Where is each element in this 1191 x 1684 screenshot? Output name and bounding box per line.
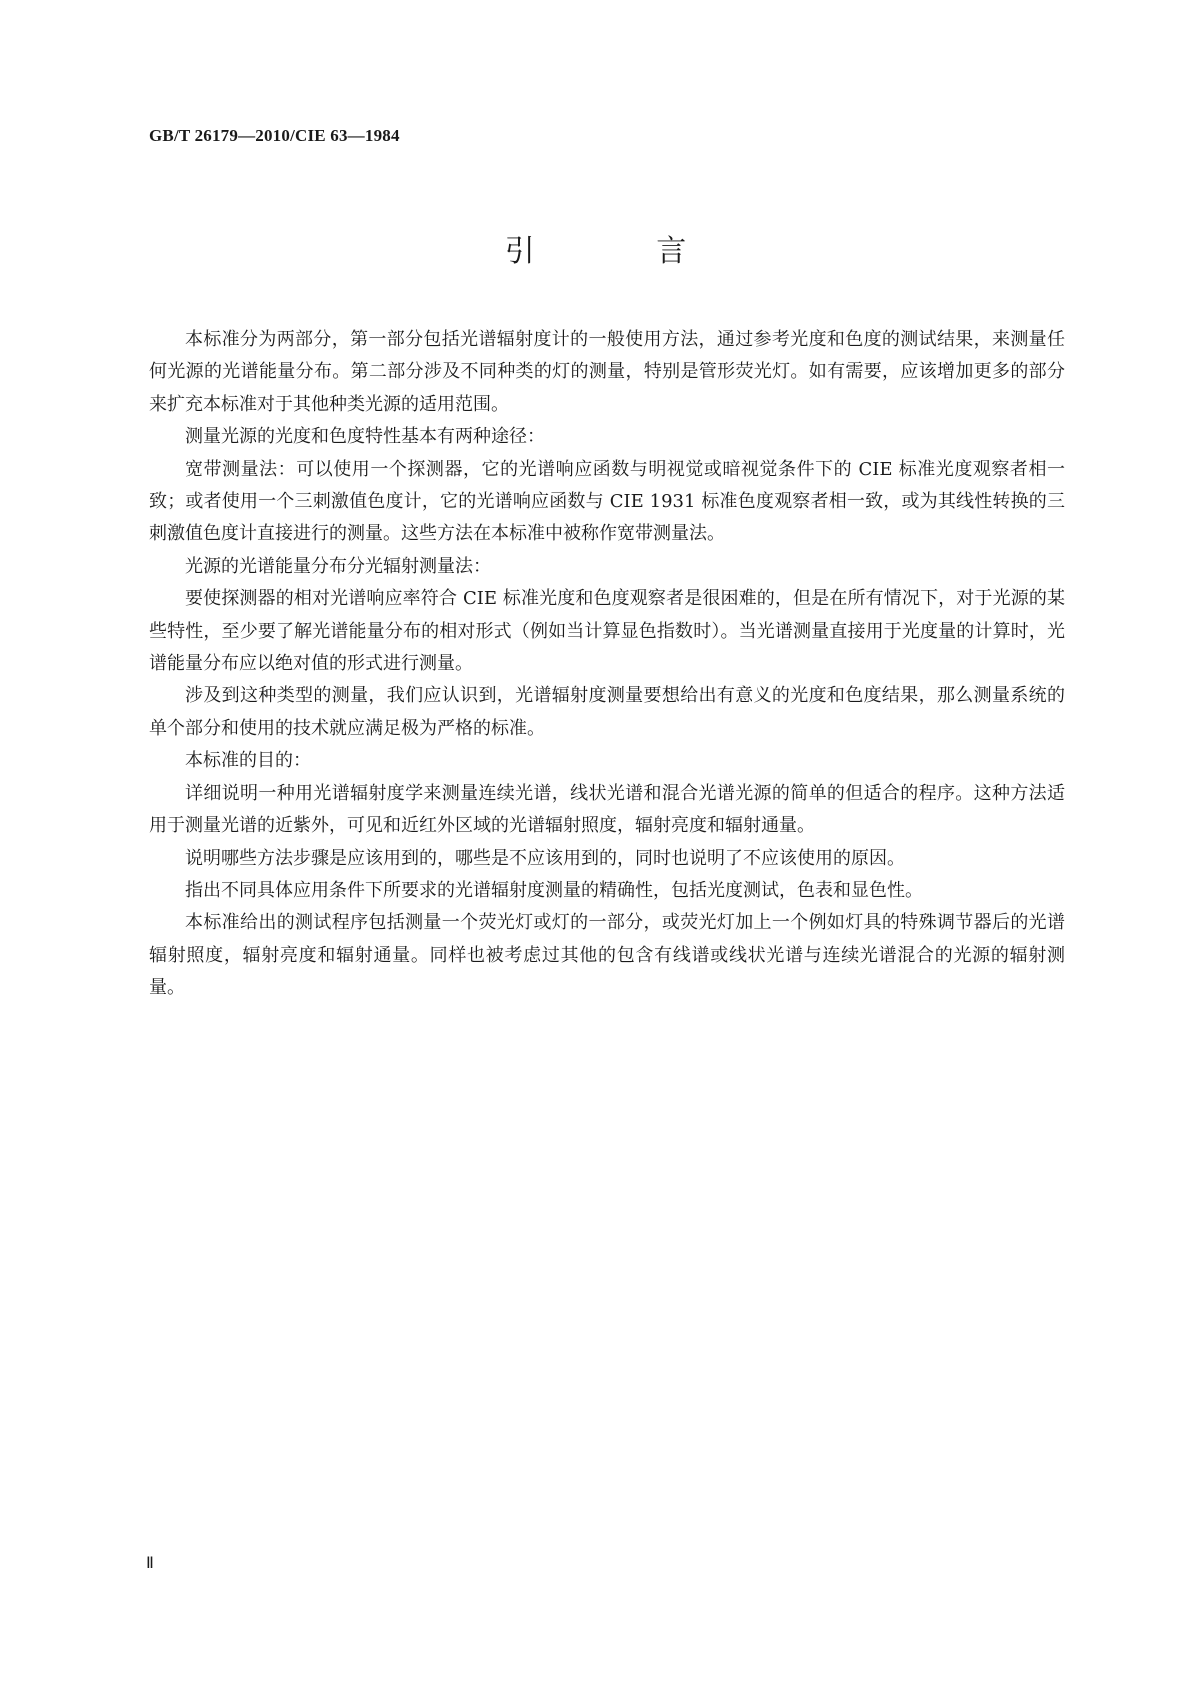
paragraph-purpose-steps: 说明哪些方法步骤是应该用到的，哪些是不应该用到的，同时也说明了不应该使用的原因。 (185, 847, 905, 869)
standard-code: GB/T 26179—2010/CIE 63—1984 (149, 126, 400, 145)
paragraph-strict-criteria: 涉及到这种类型的测量，我们应认识到，光谱辐射度测量要想给出有意义的光度和色度结果，那么测量系统的单个部分和使用的技术就应满足极为严格的标准。 (149, 685, 1065, 739)
paragraph-purpose-procedure: 详细说明一种用光谱辐射度学来测量连续光谱，线状光谱和混合光谱光源的简单的但适合的程序。这种方法适用于测量光谱的近紫外，可见和近红外区域的光谱辐射照度，辐射亮度和辐射通量。 (149, 782, 1065, 837)
paragraph-spectroradiometric-heading: 光源的光谱能量分布分光辐射测量法： (185, 555, 491, 577)
paragraph-purpose-accuracy: 指出不同具体应用条件下所要求的光谱辐射度测量的精确性，包括光度测试，色表和显色性。 (185, 879, 923, 901)
paragraph-purpose-heading: 本标准的目的： (185, 750, 311, 772)
paragraph-broadband-method: 宽带测量法：可以使用一个探测器，它的光谱响应函数与明视觉或暗视觉条件下的 CIE 标准光度观察者相一致；或者使用一个三刺激值色度计，它的光谱响应函数与 CIE 1931 标准色度观察者相一致，或为其线性转换的三刺激值色度计直接进行的测量。这些方法在本标准中被称作宽带测量法。 (149, 458, 1065, 545)
document-body (149, 324, 1065, 1005)
paragraph-test-procedure: 本标准给出的测试程序包括测量一个荧光灯或灯的一部分，或荧光灯加上一个例如灯具的特殊调节器后的光谱辐射照度，辐射亮度和辐射通量。同样也被考虑过其他的包含有线谱或线状光谱与连续光谱混合的光源的辐射测量。 (149, 912, 1065, 999)
page-number: Ⅱ (146, 1555, 154, 1572)
page-title: 引 言 (504, 234, 743, 269)
paragraph-spectroradiometric-method: 要使探测器的相对光谱响应率符合 CIE 标准光度和色度观察者是很困难的，但是在所有情况下，对于光源的某些特性，至少要了解光谱能量分布的相对形式（例如当计算显色指数时）。当光谱测量直接用于光度量的计算时，光谱能量分布应以绝对值的形式进行测量。 (149, 588, 1065, 675)
paragraph-scope: 本标准分为两部分，第一部分包括光谱辐射度计的一般使用方法，通过参考光度和色度的测试结果，来测量任何光源的光谱能量分布。第二部分涉及不同种类的灯的测量，特别是管形荧光灯。如有需要，应该增加更多的部分来扩充本标准对于其他种类光源的适用范围。 (149, 329, 1065, 415)
paragraph-two-approaches: 测量光源的光度和色度特性基本有两种途径： (185, 426, 545, 448)
